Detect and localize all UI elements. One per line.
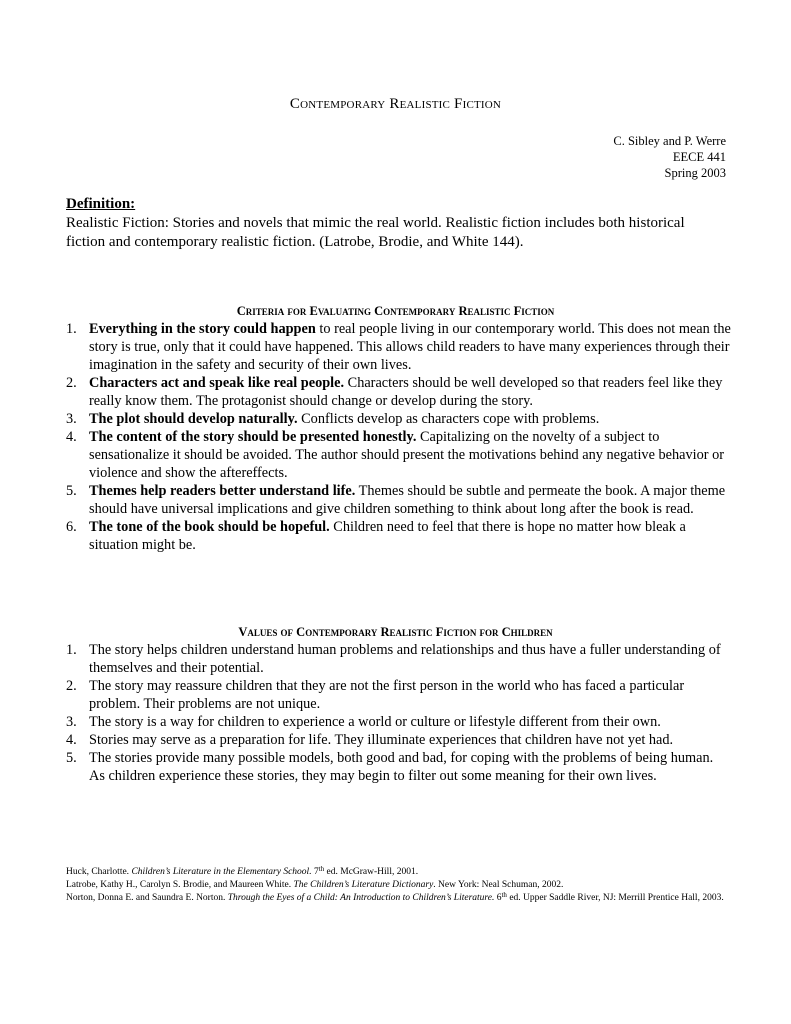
item-number: 1.: [66, 642, 77, 658]
item-text: The story may reassure children that they are not the first person in the world who has faced a particular problem. Their problems are not unique.: [89, 678, 685, 712]
reference-authors: Norton, Donna E. and Saundra E. Norton.: [66, 893, 228, 903]
reference-entry: [66, 866, 726, 879]
definition-text: Realistic Fiction: Stories and novels that mimic the real world. Realistic fiction includes both historical fiction and contemporary realistic fiction. (Latrobe, Brodie, and White 144).: [66, 215, 685, 250]
reference-entry: [66, 892, 726, 905]
list-item: [66, 410, 731, 428]
references: [66, 866, 726, 905]
reference-ordinal: th: [318, 865, 325, 873]
item-text: to real people living in our contemporary world. This does not mean the story is true, only that it could have happened. This allows child readers to have many experiences through their imagination in the safety and security of their own lives.: [89, 321, 731, 373]
item-lead: The plot should develop naturally.: [89, 411, 298, 427]
reference-title: Through the Eyes of a Child: An Introduction to Children’s Literature.: [227, 893, 495, 903]
reference-edition: 7: [311, 867, 319, 877]
item-text: Conflicts develop as characters cope with problems.: [297, 411, 600, 427]
list-item: [66, 374, 731, 410]
item-number: 2.: [66, 678, 77, 694]
list-item: [66, 641, 731, 677]
list-item: [66, 713, 731, 731]
definition-section: [66, 195, 726, 252]
item-text: The story is a way for children to experience a world or culture or lifestyle different from their own.: [89, 714, 661, 730]
item-number: 3.: [66, 411, 77, 427]
item-text: The stories provide many possible models, both good and bad, for coping with the problems of being human. As children experience these stories, they may begin to filter out some meaning for their own lives.: [89, 750, 714, 784]
item-number: 5.: [66, 483, 77, 499]
course-code: EECE 441: [672, 150, 726, 164]
author-block: [613, 133, 726, 181]
list-item: [66, 518, 731, 554]
item-number: 2.: [66, 375, 77, 391]
reference-title: Children’s Literature in the Elementary School.: [131, 867, 312, 877]
item-text: Themes should be subtle and permeate the book. A major theme should have universal implications and give children something to think about long after the book is read.: [89, 483, 726, 517]
list-item: [66, 677, 731, 713]
item-lead: The tone of the book should be hopeful.: [89, 519, 330, 535]
item-text: The story helps children understand human problems and relationships and thus have a fuller understanding of themselves and their potential.: [89, 642, 721, 676]
list-item: [66, 482, 731, 518]
reference-edition: 6: [494, 893, 502, 903]
item-text: Characters should be well developed so that readers feel like they really know them. The protagonist should change or develop during the story.: [89, 375, 723, 409]
item-number: 6.: [66, 519, 77, 535]
reference-publisher: ed. McGraw-Hill, 2001.: [324, 867, 419, 877]
values-heading: Values of Contemporary Realistic Fiction for Children: [238, 625, 553, 639]
item-number: 3.: [66, 714, 77, 730]
term: Spring 2003: [664, 166, 726, 180]
item-text: Stories may serve as a preparation for life. They illuminate experiences that children have not yet had.: [89, 732, 674, 748]
item-number: 4.: [66, 732, 77, 748]
reference-publisher: . New York: Neal Schuman, 2002.: [433, 880, 564, 890]
criteria-heading: Criteria for Evaluating Contemporary Realistic Fiction: [236, 304, 555, 318]
reference-authors: Latrobe, Kathy H., Carolyn S. Brodie, and Maureen White.: [66, 880, 294, 890]
item-text: Capitalizing on the novelty of a subject to sensationalize it should be avoided. The author should present the motivations behind any negative behavior or violence and show the aftereffects.: [89, 429, 724, 481]
values-list: [66, 641, 731, 785]
definition-heading: Definition:: [66, 196, 136, 212]
list-item: [66, 731, 731, 749]
item-text: Children need to feel that there is hope no matter how bleak a situation might be.: [89, 519, 686, 553]
list-item: [66, 428, 731, 482]
item-lead: The content of the story should be presented honestly.: [89, 429, 417, 445]
item-number: 1.: [66, 321, 77, 337]
item-lead: Characters act and speak like real people.: [89, 375, 345, 391]
page-title: Contemporary Realistic Fiction: [289, 96, 502, 112]
criteria-list: [66, 320, 731, 554]
item-lead: Everything in the story could happen: [89, 321, 316, 337]
item-number: 4.: [66, 429, 77, 445]
reference-title: The Children’s Literature Dictionary: [293, 880, 434, 890]
reference-ordinal: th: [501, 891, 507, 899]
reference-entry: [66, 879, 726, 892]
list-item: [66, 320, 731, 374]
item-number: 5.: [66, 750, 77, 766]
item-lead: Themes help readers better understand life.: [89, 483, 356, 499]
reference-publisher: ed. Upper Saddle River, NJ: Merrill Prentice Hall, 2003.: [506, 893, 724, 903]
list-item: [66, 749, 731, 785]
reference-authors: Huck, Charlotte.: [66, 867, 132, 877]
author-names: C. Sibley and P. Werre: [613, 134, 726, 148]
